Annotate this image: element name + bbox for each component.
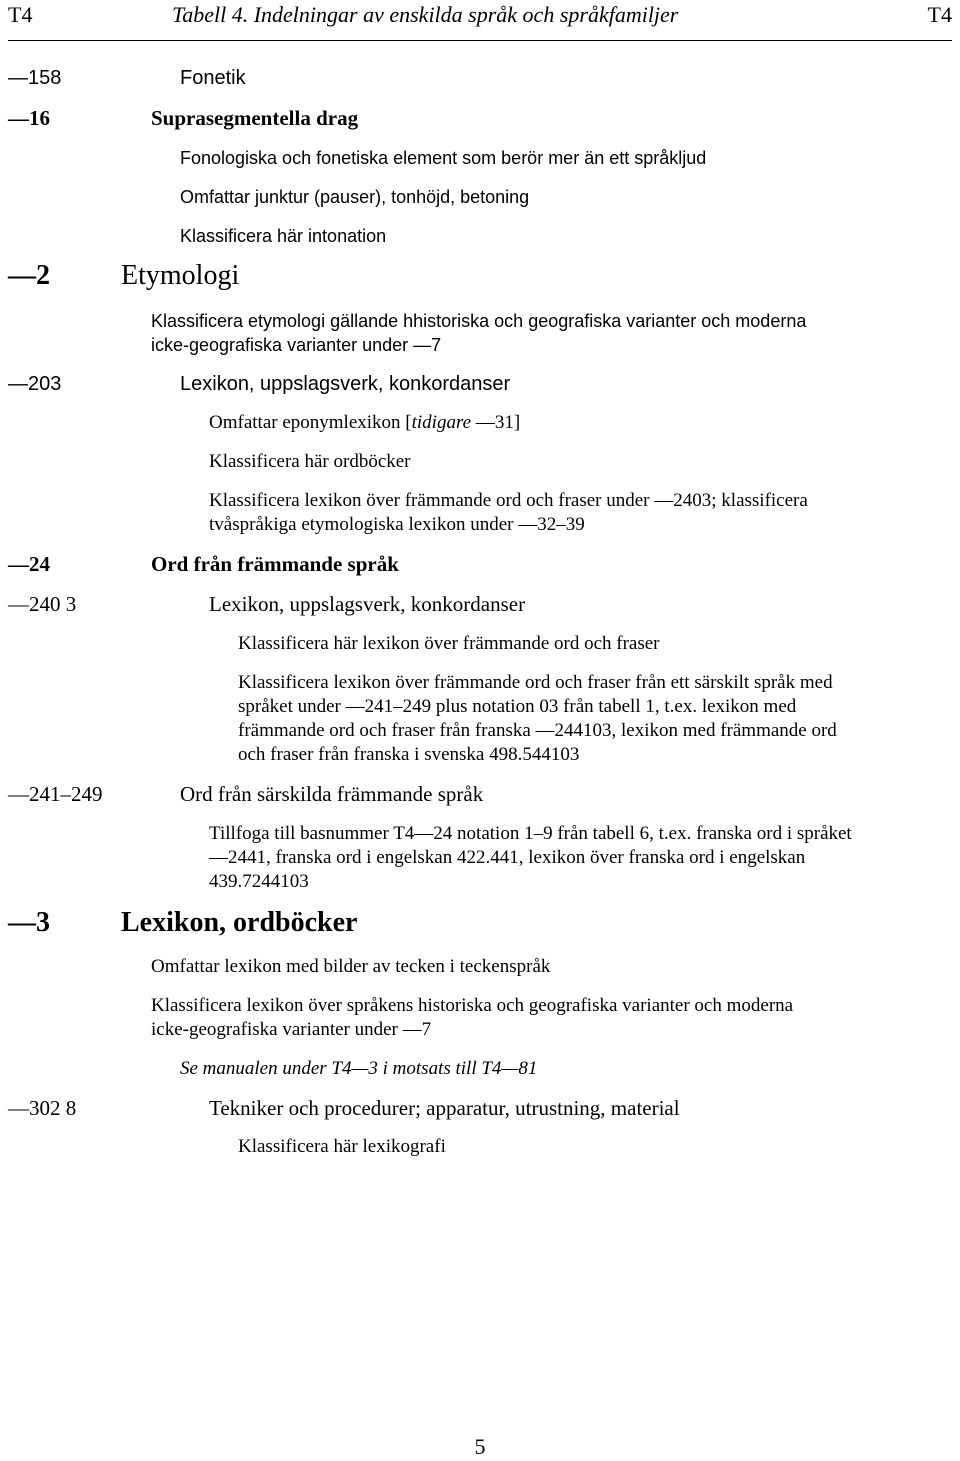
entry-2403-note-1: Klassificera här lexikon över främmande ord och fraser: [238, 633, 660, 654]
entry-241-249-note-line-3: 439.7244103: [209, 871, 309, 892]
entry-24-number: —24: [8, 552, 50, 576]
header-left-label: T4: [8, 2, 33, 27]
note-text: —31]: [471, 412, 521, 433]
entry-241-249-note-line-2: —2441, franska ord i engelskan 422.441, lexikon över franska ord i engelskan: [209, 847, 806, 868]
entry-3028-note-1: Klassificera här lexikografi: [238, 1136, 446, 1157]
entry-2403-heading: Lexikon, uppslagsverk, konkordanser: [209, 592, 526, 616]
entry-3-note-2-line-2: icke-geografiska varianter under —7: [151, 1019, 432, 1040]
entry-2403-number: —240 3: [8, 592, 77, 616]
entry-203-note-2: Klassificera här ordböcker: [209, 451, 411, 472]
page-number: 5: [474, 1434, 486, 1459]
entry-203-number: —203: [8, 373, 62, 395]
note-text: Omfattar eponymlexikon [: [209, 412, 412, 433]
entry-203-note-3-line-1: Klassificera lexikon över främmande ord och fraser under —2403; klassificera: [209, 490, 808, 511]
entry-16-number: —16: [8, 106, 50, 130]
note-italic-text: tidigare: [411, 412, 472, 433]
entry-2-note-line-2: icke-geografiska varianter under —7: [151, 335, 442, 355]
entry-203-note-3-line-2: tvåspråkiga etymologiska lexikon under —32–39: [209, 514, 585, 535]
entry-241-249-note-line-1: Tillfoga till basnummer T4—24 notation 1–9 från tabell 6, t.ex. franska ord i språket: [209, 823, 852, 844]
header-right-label: T4: [927, 2, 952, 27]
entry-3-note-2-line-1: Klassificera lexikon över språkens historiska och geografiska varianter och moderna: [151, 995, 794, 1016]
table-title: Tabell 4. Indelningar av enskilda språk och språkfamiljer: [172, 2, 679, 27]
entry-2403-note-2-line-1: Klassificera lexikon över främmande ord och fraser från ett särskilt språk med: [238, 672, 833, 693]
entry-3-heading: Lexikon, ordböcker: [121, 907, 358, 938]
entry-16-note-3: Klassificera här intonation: [180, 226, 387, 246]
entry-16-note-2: Omfattar junktur (pauser), tonhöjd, betoning: [180, 187, 530, 207]
entry-158-heading: Fonetik: [180, 67, 246, 89]
entry-16-note-1: Fonologiska och fonetiska element som berör mer än ett språkljud: [180, 148, 707, 168]
entry-2-note-line-1: Klassificera etymologi gällande hhistoriska och geografiska varianter och moderna: [151, 311, 807, 331]
entry-3-number: —3: [8, 907, 50, 938]
entry-203-heading: Lexikon, uppslagsverk, konkordanser: [180, 373, 511, 395]
entry-203-note-1: [209, 411, 520, 435]
entry-3028-number: —302 8: [8, 1096, 77, 1120]
entry-3028-heading: Tekniker och procedurer; apparatur, utrustning, material: [209, 1096, 680, 1120]
entry-2-number: —2: [8, 260, 50, 291]
entry-158-number: —158: [8, 67, 62, 89]
entry-24-heading: Ord från främmande språk: [151, 552, 399, 576]
entry-2403-note-2-line-2: språket under —241–249 plus notation 03 från tabell 1, t.ex. lexikon med: [238, 696, 797, 717]
entry-2403-note-2-line-4: och fraser från franska i svenska 498.544103: [238, 744, 580, 765]
entry-241-249-number: —241–249: [8, 782, 103, 806]
header-rule: [8, 40, 952, 41]
entry-3-see-reference: Se manualen under T4—3 i motsats till T4—81: [180, 1058, 538, 1079]
entry-2-heading: Etymologi: [121, 260, 240, 291]
entry-241-249-heading: Ord från särskilda främmande språk: [180, 782, 484, 806]
entry-2403-note-2-line-3: främmande ord och fraser från franska —244103, lexikon med främmande ord: [238, 720, 837, 741]
entry-16-heading: Suprasegmentella drag: [151, 106, 359, 130]
entry-3-note-1: Omfattar lexikon med bilder av tecken i teckenspråk: [151, 956, 551, 977]
